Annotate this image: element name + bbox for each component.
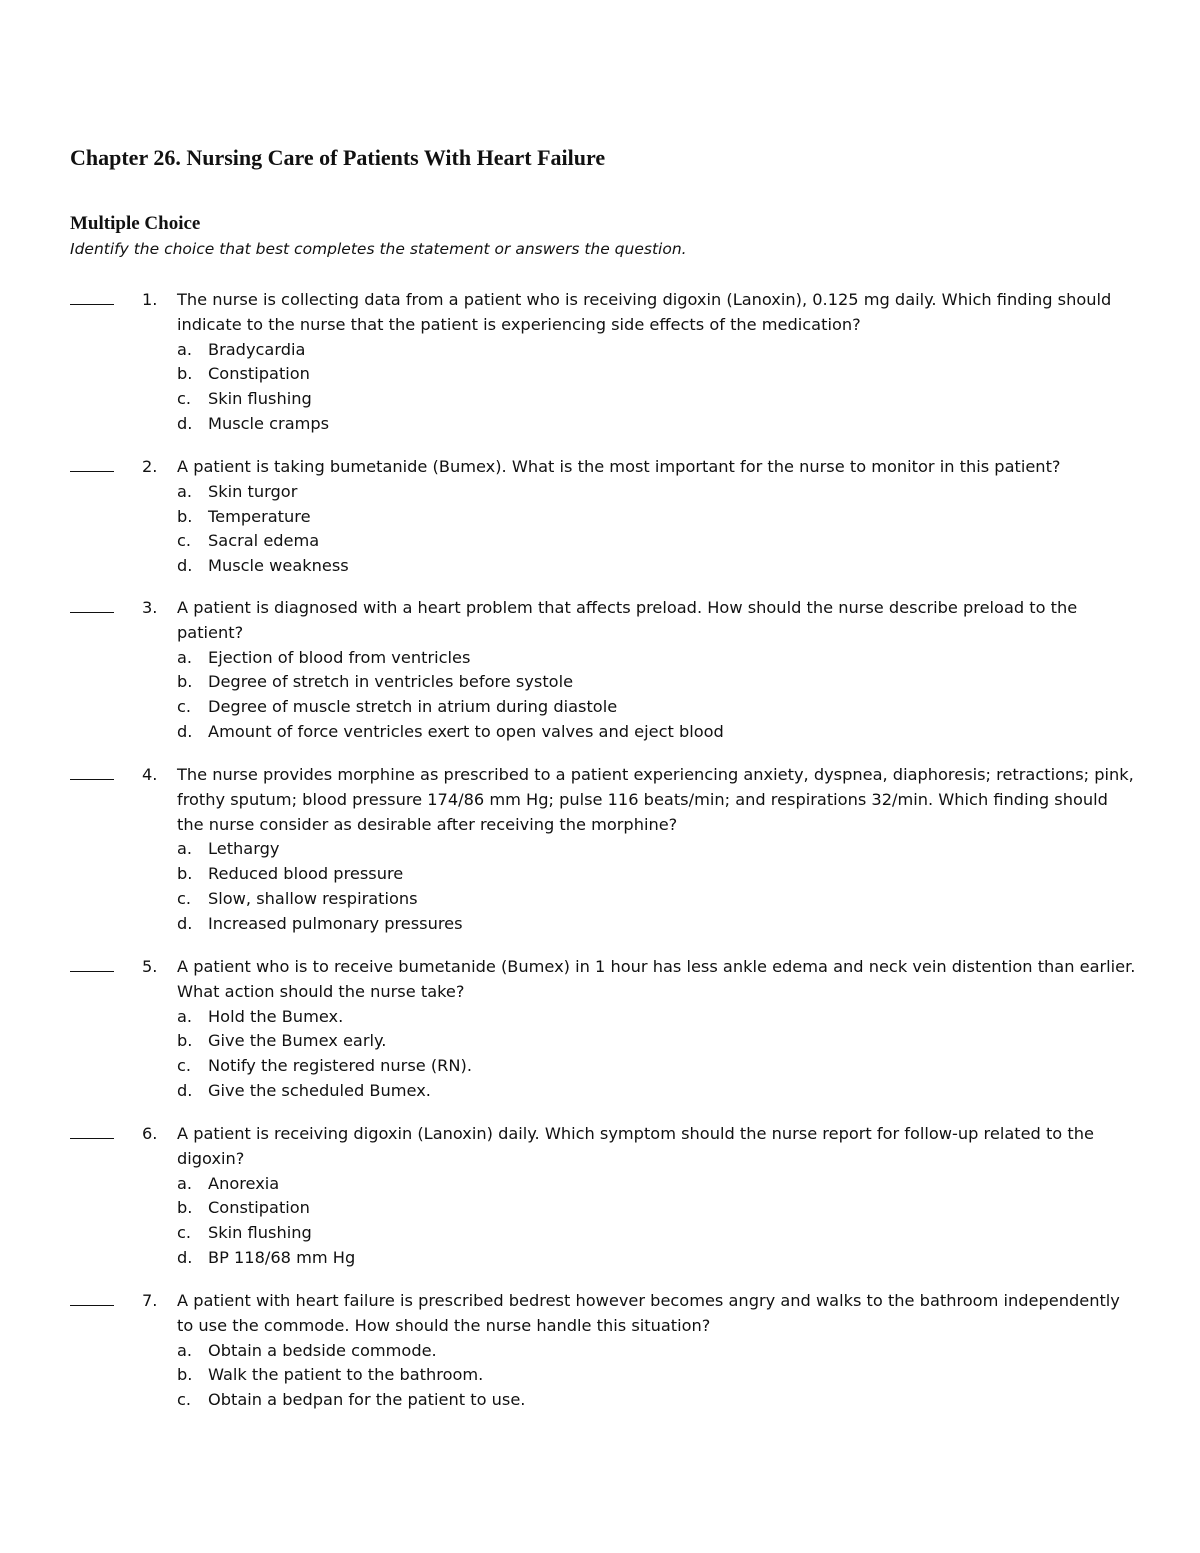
question-stem: A patient is taking bumetanide (Bumex). What is the most important for the nurse to monitor in this patient? xyxy=(177,457,1061,476)
question-7 xyxy=(70,1289,1150,1413)
question-number: 3. xyxy=(142,598,158,617)
choice-letter: c. xyxy=(177,697,192,717)
answer-blank[interactable] xyxy=(70,288,114,305)
choice-text: Obtain a bedside commode. xyxy=(208,1340,437,1360)
question-2 xyxy=(70,455,1150,579)
choice-c xyxy=(177,1388,1150,1413)
question-stem: A patient is receiving digoxin (Lanoxin) daily. Which symptom should the nurse report for follow-up related to the digoxin? xyxy=(177,1124,1094,1168)
choice-text: Ejection of blood from ventricles xyxy=(208,647,471,667)
choice-text: Increased pulmonary pressures xyxy=(208,913,463,933)
choice-a xyxy=(177,338,1150,363)
choice-letter: b. xyxy=(177,506,193,526)
question-stem: A patient with heart failure is prescribed bedrest however becomes angry and walks to the bathroom independently to use the commode. How should the nurse handle this situation? xyxy=(177,1291,1120,1335)
choice-letter: d. xyxy=(177,1247,193,1267)
choice-letter: d. xyxy=(177,1080,193,1100)
choice-b xyxy=(177,670,1150,695)
choice-letter: a. xyxy=(177,839,193,859)
section-heading: Multiple Choice xyxy=(70,213,201,234)
choice-d xyxy=(177,912,1150,937)
choice-letter: d. xyxy=(177,413,193,433)
choice-letter: c. xyxy=(177,1223,192,1243)
choice-c xyxy=(177,1054,1150,1079)
choice-letter: a. xyxy=(177,339,193,359)
choice-text: Degree of muscle stretch in atrium during diastole xyxy=(208,697,618,717)
choice-text: Sacral edema xyxy=(208,531,320,551)
choice-d xyxy=(177,412,1150,437)
choice-letter: a. xyxy=(177,1173,193,1193)
choice-letter: d. xyxy=(177,721,193,741)
choice-letter: c. xyxy=(177,1390,192,1410)
choice-letter: a. xyxy=(177,481,193,501)
choice-letter: b. xyxy=(177,1365,193,1385)
choice-text: Skin flushing xyxy=(208,389,312,409)
answer-blank[interactable] xyxy=(70,763,114,780)
choice-text: Degree of stretch in ventricles before systole xyxy=(208,672,574,692)
choice-letter: a. xyxy=(177,647,193,667)
answer-blank[interactable] xyxy=(70,455,114,472)
question-3 xyxy=(70,596,1150,745)
answer-blank[interactable] xyxy=(70,1122,114,1139)
question-stem: The nurse provides morphine as prescribed to a patient experiencing anxiety, dyspnea, diaphoresis; retractions; pink, frothy sputum; blood pressure 174/86 mm Hg; pulse 116 beats/min; and respirations 32/min. Which finding should the nurse consider as desirable after receiving the morphine? xyxy=(177,765,1134,834)
question-6 xyxy=(70,1122,1150,1271)
choice-letter: b. xyxy=(177,364,193,384)
choice-text: Amount of force ventricles exert to open valves and eject blood xyxy=(208,721,724,741)
question-number: 4. xyxy=(142,765,158,784)
choice-text: Skin turgor xyxy=(208,481,298,501)
choice-letter: d. xyxy=(177,556,193,576)
choice-d xyxy=(177,720,1150,745)
choice-text: Constipation xyxy=(208,364,310,384)
choice-c xyxy=(177,1221,1150,1246)
choice-letter: c. xyxy=(177,389,192,409)
question-5 xyxy=(70,955,1150,1104)
choice-letter: b. xyxy=(177,1198,193,1218)
choice-text: Notify the registered nurse (RN). xyxy=(208,1056,473,1076)
answer-blank[interactable] xyxy=(70,596,114,613)
choice-letter: c. xyxy=(177,531,192,551)
choice-letter: b. xyxy=(177,864,193,884)
question-number: 7. xyxy=(142,1291,158,1310)
question-4 xyxy=(70,763,1150,937)
answer-blank[interactable] xyxy=(70,1289,114,1306)
choice-letter: a. xyxy=(177,1006,193,1026)
choice-c xyxy=(177,387,1150,412)
question-1 xyxy=(70,288,1150,437)
section-instructions: Identify the choice that best completes the statement or answers the question. xyxy=(70,240,687,258)
choice-a xyxy=(177,1005,1150,1030)
question-stem: A patient is diagnosed with a heart problem that affects preload. How should the nurse describe preload to the patient? xyxy=(177,598,1078,642)
choice-text: Bradycardia xyxy=(208,339,306,359)
question-number: 2. xyxy=(142,457,158,476)
choice-b xyxy=(177,1363,1150,1388)
choice-a xyxy=(177,837,1150,862)
choice-c xyxy=(177,529,1150,554)
choice-d xyxy=(177,554,1150,579)
choice-text: Walk the patient to the bathroom. xyxy=(208,1365,484,1385)
choice-c xyxy=(177,887,1150,912)
choice-b xyxy=(177,1196,1150,1221)
choice-text: Hold the Bumex. xyxy=(208,1006,344,1026)
choice-b xyxy=(177,1029,1150,1054)
choice-letter: b. xyxy=(177,1031,193,1051)
question-number: 5. xyxy=(142,957,158,976)
choice-b xyxy=(177,505,1150,530)
choice-a xyxy=(177,480,1150,505)
choice-letter: c. xyxy=(177,1056,192,1076)
choice-b xyxy=(177,362,1150,387)
choice-text: Give the scheduled Bumex. xyxy=(208,1080,431,1100)
choice-letter: b. xyxy=(177,672,193,692)
choice-text: Skin flushing xyxy=(208,1223,312,1243)
choice-letter: a. xyxy=(177,1340,193,1360)
choice-text: Temperature xyxy=(208,506,311,526)
choice-a xyxy=(177,1339,1150,1364)
question-number: 1. xyxy=(142,290,158,309)
answer-blank[interactable] xyxy=(70,955,114,972)
choice-text: Muscle weakness xyxy=(208,556,349,576)
choice-text: Slow, shallow respirations xyxy=(208,888,418,908)
choice-d xyxy=(177,1246,1150,1271)
question-stem: The nurse is collecting data from a patient who is receiving digoxin (Lanoxin), 0.125 mg daily. Which finding should indicate to the nurse that the patient is experiencing side effects of the medication? xyxy=(177,290,1112,334)
choice-text: Anorexia xyxy=(208,1173,280,1193)
choice-a xyxy=(177,646,1150,671)
choice-a xyxy=(177,1172,1150,1197)
choice-text: BP 118/68 mm Hg xyxy=(208,1247,356,1267)
choice-text: Obtain a bedpan for the patient to use. xyxy=(208,1390,526,1410)
choice-c xyxy=(177,695,1150,720)
question-stem: A patient who is to receive bumetanide (Bumex) in 1 hour has less ankle edema and neck vein distention than earlier. What action should the nurse take? xyxy=(177,957,1136,1001)
choice-b xyxy=(177,862,1150,887)
choice-text: Give the Bumex early. xyxy=(208,1031,387,1051)
question-number: 6. xyxy=(142,1124,158,1143)
choice-text: Reduced blood pressure xyxy=(208,864,404,884)
choice-d xyxy=(177,1079,1150,1104)
choice-letter: c. xyxy=(177,888,192,908)
choice-text: Muscle cramps xyxy=(208,413,330,433)
choice-letter: d. xyxy=(177,913,193,933)
page-title: Chapter 26. Nursing Care of Patients With Heart Failure xyxy=(70,145,606,170)
choice-text: Lethargy xyxy=(208,839,280,859)
choice-text: Constipation xyxy=(208,1198,310,1218)
